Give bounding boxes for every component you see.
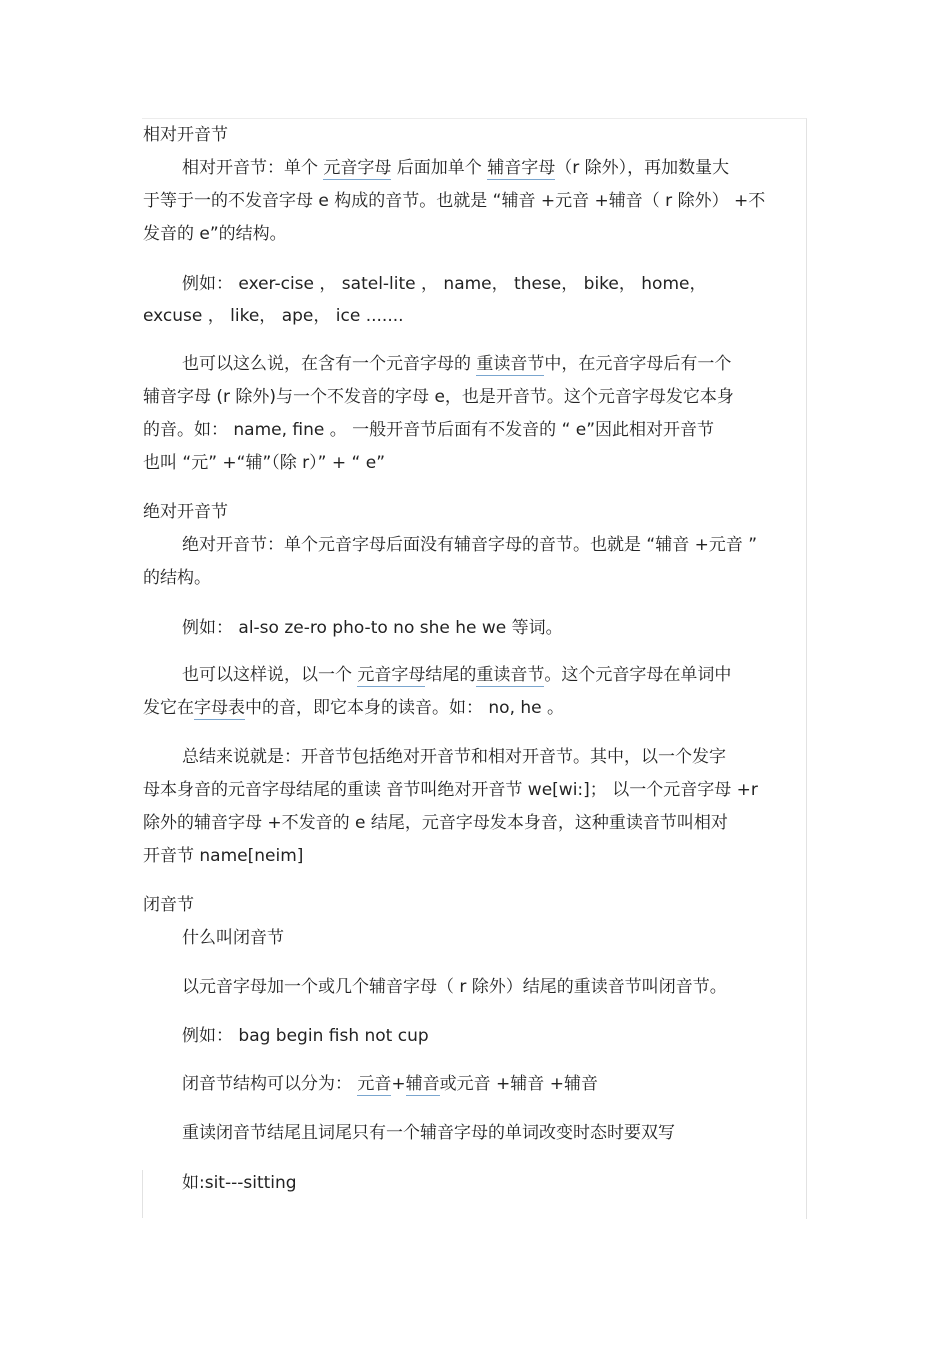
section-heading-closed-syllable: 闭音节 (143, 895, 194, 915)
summary-line: 开音节 name[neim] (143, 846, 304, 866)
section-heading-relative-open-syllable: 相对开音节 (143, 125, 228, 145)
text-span: 中的音，即它本身的读音。如： no, he 。 (245, 698, 565, 718)
examples-line: 例如： exer-cise ， satel-lite ， name， these， bike， home， (182, 274, 707, 294)
underlined-term: 字母表 (194, 698, 245, 718)
examples-line: 例如： bag begin fish not cup (182, 1026, 429, 1046)
text-span: 相对开音节：单个 (182, 158, 324, 178)
paragraph-line: 的音。如： name, fine 。 一般开音节后面有不发音的 “ e”因此相对开音节 (143, 420, 715, 440)
text-span: 结尾的 (425, 665, 477, 685)
example-line: 如:sit---sitting (182, 1173, 297, 1193)
paragraph-line: 发音的 e”的结构。 (143, 224, 287, 244)
examples-line: excuse ， like， ape， ice ....... (143, 306, 404, 326)
paragraph-line: 也叫 “元” +“辅”（除 r）” + “ e” (143, 453, 386, 473)
underlined-term: 重读音节 (476, 665, 545, 685)
summary-line: 除外的辅音字母 +不发音的 e 结尾，元音字母发本身音，这种重读音节叫相对 (143, 813, 728, 833)
underlined-term: 辅音 (405, 1074, 440, 1094)
underlined-term: 辅音字母 (487, 158, 556, 178)
summary-line: 母本身音的元音字母结尾的重读 音节叫绝对开音节 we[wi:]； 以一个元音字母 +r (143, 780, 758, 800)
paragraph-line (182, 353, 731, 375)
text-span: 闭音节结构可以分为： (182, 1074, 358, 1094)
text-span: 发它在 (143, 698, 194, 718)
text-span: 也可以这样说，以一个 (182, 665, 358, 685)
text-span: + (391, 1074, 406, 1094)
structure-line (182, 1073, 598, 1095)
text-span: 也可以这么说，在含有一个元音字母的 (182, 354, 477, 374)
summary-line: 总结来说就是：开音节包括绝对开音节和相对开音节。其中，以一个发字 (182, 747, 726, 767)
paragraph-line: 辅音字母 (r 除外)与一个不发音的字母 e，也是开音节。这个元音字母发它本身 (143, 387, 734, 407)
paragraph-line (182, 157, 729, 179)
text-span: 后面加单个 (391, 158, 488, 178)
text-span: 或元音 +辅音 +辅音 (439, 1074, 598, 1094)
underlined-term: 元音字母 (323, 158, 392, 178)
text-span: 。这个元音字母在单词中 (544, 665, 732, 685)
question-line: 什么叫闭音节 (182, 928, 284, 948)
paragraph-line (182, 664, 731, 686)
text-span: （r 除外），再加数量大 (555, 158, 730, 178)
rule-line: 重读闭音节结尾且词尾只有一个辅音字母的单词改变时态时要双写 (182, 1123, 675, 1143)
examples-line: 例如： al-so ze-ro pho-to no she he we 等词。 (182, 618, 563, 638)
definition-line: 以元音字母加一个或几个辅音字母（ r 除外）结尾的重读音节叫闭音节。 (182, 977, 727, 997)
underlined-term: 重读音节 (476, 354, 545, 374)
paragraph-line (143, 697, 564, 719)
section-heading-absolute-open-syllable: 绝对开音节 (143, 502, 228, 522)
page-frame-edge (142, 1170, 143, 1218)
underlined-term: 元音 (357, 1074, 392, 1094)
paragraph-line: 的结构。 (143, 568, 211, 588)
text-span: 中，在元音字母后有一个 (544, 354, 732, 374)
underlined-term: 元音字母 (357, 665, 426, 685)
paragraph-line: 绝对开音节：单个元音字母后面没有辅音字母的音节。也就是 “辅音 +元音 ” (182, 535, 758, 555)
paragraph-line: 于等于一的不发音字母 e 构成的音节。也就是 “辅音 +元音 +辅音（ r 除外） +不 (143, 191, 766, 211)
